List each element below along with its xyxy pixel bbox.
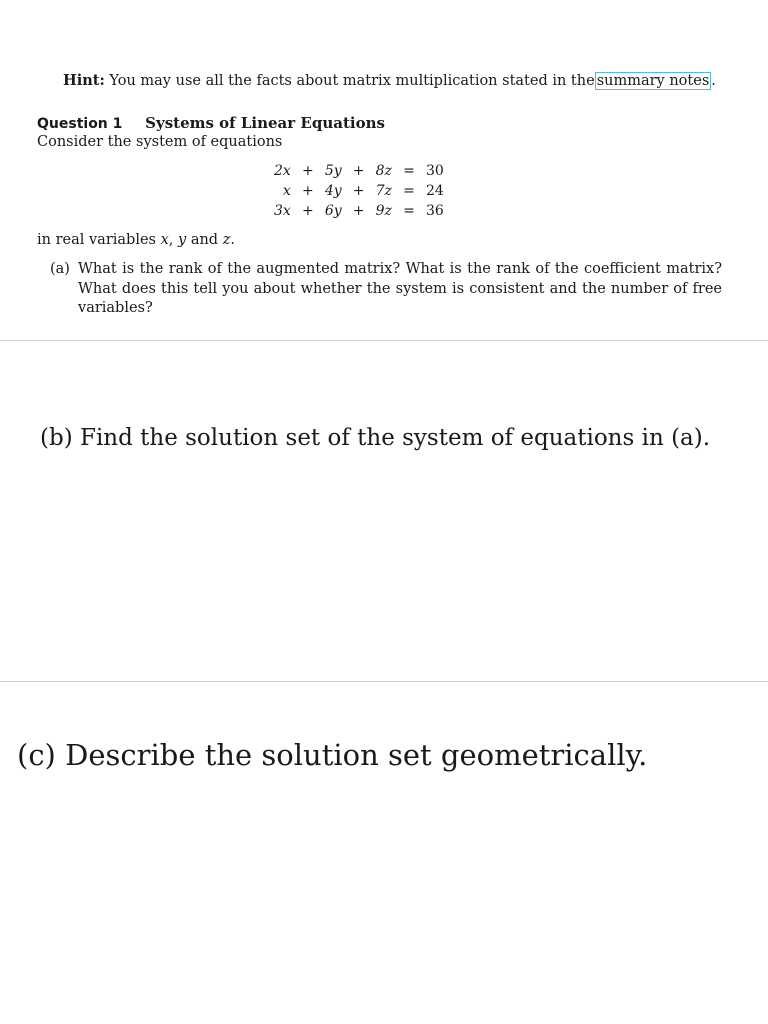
section-divider [0,340,768,341]
equation-row [270,201,448,221]
part-c [17,738,647,772]
hint-end: . [711,73,716,89]
eq-operator: + [352,183,365,199]
eq-operator: + [301,183,314,199]
part-b [40,425,710,451]
equation-system [270,161,448,221]
eq-rhs: 36 [425,203,444,219]
eq-term: 3x [274,203,291,219]
question-number: Question 1 [37,116,123,132]
part-b-text: Find the solution set of the system of equations in (a). [79,425,711,451]
equation-row [270,161,448,181]
part-b-label: (b) [40,425,73,451]
eq-term: 7z [375,183,392,199]
variables-prefix: in real variables [37,232,156,248]
section-divider [0,681,768,682]
eq-operator: + [352,163,365,179]
variables-line [37,232,235,248]
part-a [50,260,722,319]
part-c-text: Describe the solution set geometrically. [65,738,648,772]
eq-term: 5y [324,163,342,179]
eq-term: 2x [274,163,291,179]
eq-equals: = [403,203,415,219]
question-heading [37,114,385,132]
variable-x: x [160,232,169,248]
eq-rhs: 30 [425,163,444,179]
variable-z: z [222,232,231,248]
hint-label: Hint: [63,72,105,89]
hint-line [63,72,716,89]
eq-equals: = [403,183,415,199]
variables-end: . [230,232,235,248]
question-intro: Consider the system of equations [37,134,283,150]
eq-term: 6y [324,203,342,219]
question-title: Systems of Linear Equations [145,114,385,132]
eq-term: 9z [375,203,392,219]
eq-equals: = [403,163,415,179]
eq-operator: + [301,163,314,179]
part-a-label: (a) [50,261,70,277]
eq-operator: + [352,203,365,219]
equation-row [270,181,448,201]
hint-text: You may use all the facts about matrix multiplication stated in the [109,73,595,89]
variables-and: and [190,232,219,248]
eq-term: x [282,183,291,199]
eq-rhs: 24 [425,183,444,199]
eq-term: 4y [324,183,342,199]
part-c-label: (c) [17,738,56,772]
summary-notes-link[interactable]: summary notes [596,73,710,89]
eq-operator: + [301,203,314,219]
variables-sep: , [168,232,174,248]
eq-term: 8z [375,163,392,179]
variable-y: y [178,232,187,248]
part-a-text: What is the rank of the augmented matrix? What is the rank of the coefficient matrix? What does this tell you about whether the system is consistent and the number of free variables? [78,261,722,316]
